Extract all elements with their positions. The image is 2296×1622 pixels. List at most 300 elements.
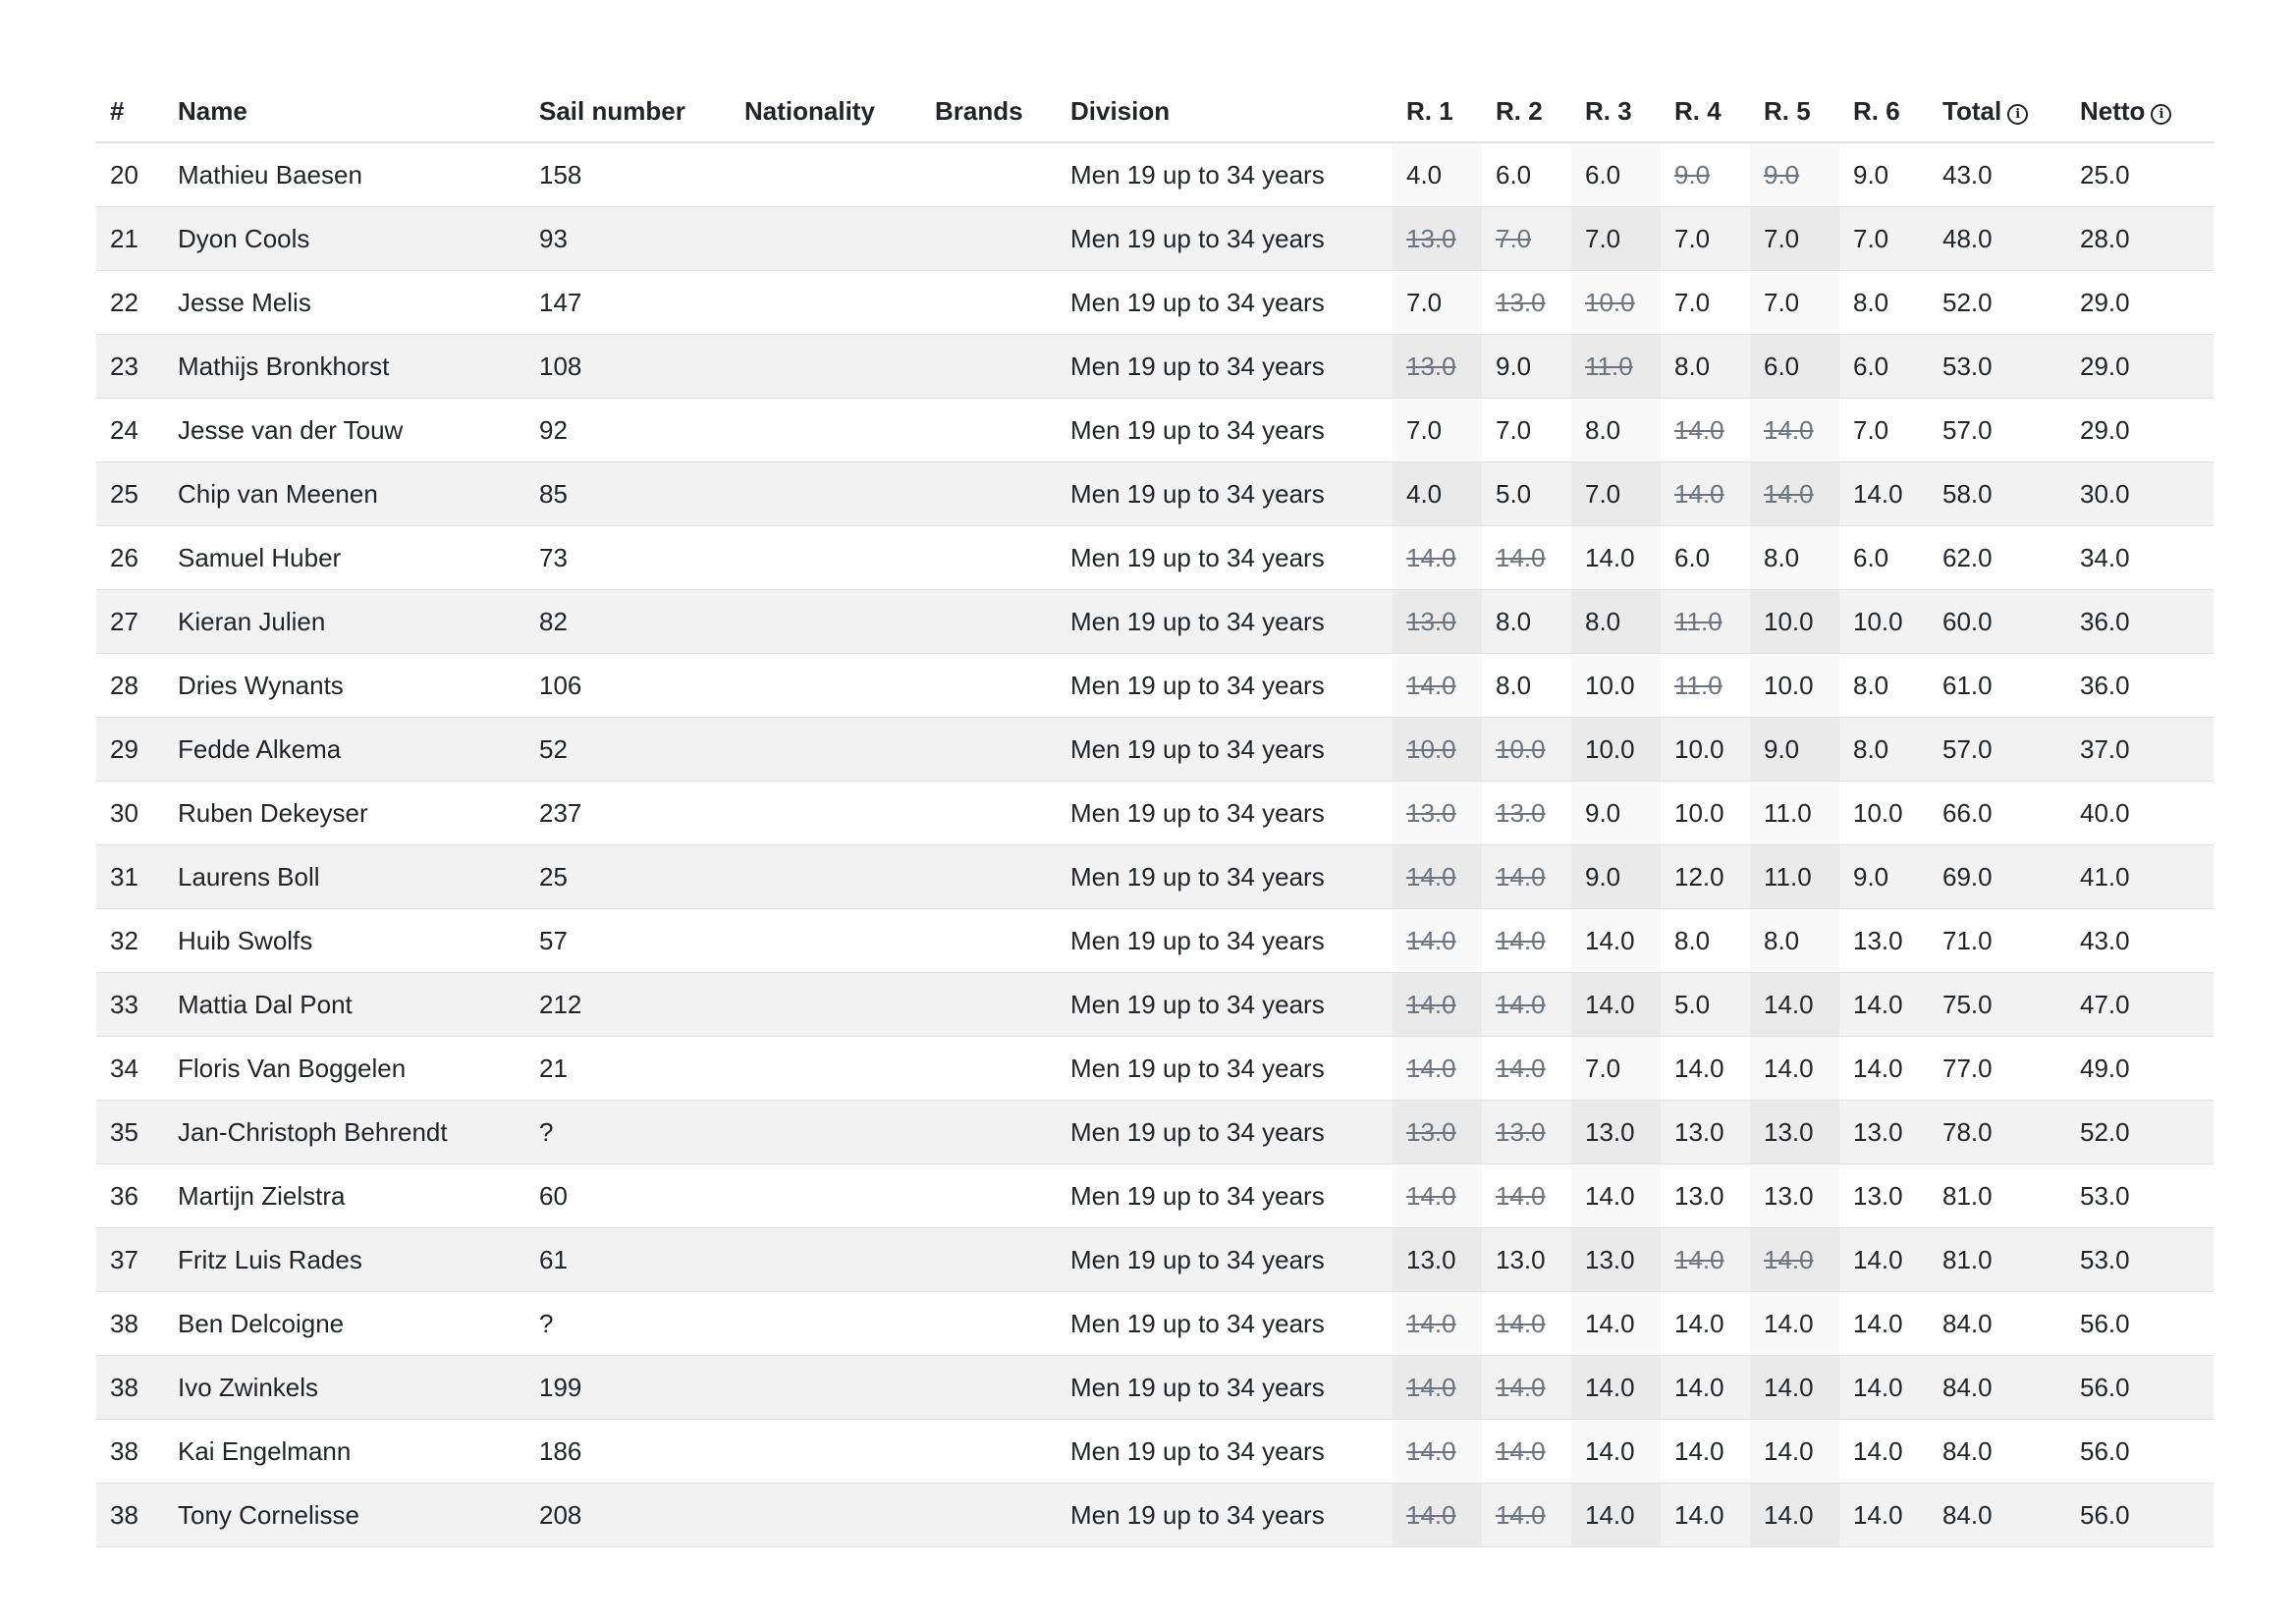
nationality-cell xyxy=(731,462,921,526)
race-score: 14.0 xyxy=(1571,1484,1661,1547)
nationality-cell xyxy=(731,1292,921,1356)
sail-number-cell: 92 xyxy=(525,399,731,462)
rank-cell: 31 xyxy=(96,845,164,909)
total-cell: 53.0 xyxy=(1929,335,2066,399)
brands-cell xyxy=(921,1101,1057,1164)
race-score: 13.0 xyxy=(1750,1101,1839,1164)
race-score: 6.0 xyxy=(1661,526,1750,590)
total-cell: 61.0 xyxy=(1929,654,2066,718)
table-row[interactable] xyxy=(96,1292,2214,1356)
total-cell: 60.0 xyxy=(1929,590,2066,654)
netto-cell: 36.0 xyxy=(2066,654,2214,718)
header-rank[interactable]: # xyxy=(96,81,164,142)
division-cell: Men 19 up to 34 years xyxy=(1057,1164,1393,1228)
division-cell: Men 19 up to 34 years xyxy=(1057,335,1393,399)
table-row[interactable] xyxy=(96,462,2214,526)
table-row[interactable] xyxy=(96,207,2214,271)
nationality-cell xyxy=(731,142,921,207)
race-score-discarded: 14.0 xyxy=(1482,1164,1571,1228)
sail-number-cell: 158 xyxy=(525,142,731,207)
race-score: 7.0 xyxy=(1661,207,1750,271)
race-score-discarded: 13.0 xyxy=(1393,207,1482,271)
brands-cell xyxy=(921,782,1057,845)
name-cell: Ben Delcoigne xyxy=(164,1292,525,1356)
rank-cell: 22 xyxy=(96,271,164,335)
table-row[interactable] xyxy=(96,1037,2214,1101)
info-icon[interactable]: i xyxy=(2007,104,2028,125)
brands-cell xyxy=(921,1164,1057,1228)
race-score: 10.0 xyxy=(1571,718,1661,782)
total-cell: 52.0 xyxy=(1929,271,2066,335)
race-score-discarded: 14.0 xyxy=(1482,1484,1571,1547)
sail-number-cell: 25 xyxy=(525,845,731,909)
race-score-discarded: 14.0 xyxy=(1482,1292,1571,1356)
table-row[interactable] xyxy=(96,590,2214,654)
division-cell: Men 19 up to 34 years xyxy=(1057,399,1393,462)
table-row[interactable] xyxy=(96,335,2214,399)
race-score: 8.0 xyxy=(1482,654,1571,718)
name-cell: Mathijs Bronkhorst xyxy=(164,335,525,399)
division-cell: Men 19 up to 34 years xyxy=(1057,1037,1393,1101)
race-score: 14.0 xyxy=(1661,1292,1750,1356)
header-total[interactable] xyxy=(1929,81,2066,142)
race-score: 13.0 xyxy=(1571,1101,1661,1164)
race-score-discarded: 14.0 xyxy=(1393,654,1482,718)
info-icon[interactable]: i xyxy=(2151,104,2171,125)
total-cell: 77.0 xyxy=(1929,1037,2066,1101)
division-cell: Men 19 up to 34 years xyxy=(1057,782,1393,845)
name-cell: Jan-Christoph Behrendt xyxy=(164,1101,525,1164)
race-score: 13.0 xyxy=(1839,1101,1929,1164)
table-row[interactable] xyxy=(96,399,2214,462)
netto-cell: 29.0 xyxy=(2066,399,2214,462)
race-score-discarded: 14.0 xyxy=(1661,1228,1750,1292)
sail-number-cell: 108 xyxy=(525,335,731,399)
brands-cell xyxy=(921,973,1057,1037)
race-score-discarded: 13.0 xyxy=(1393,335,1482,399)
race-score-discarded: 14.0 xyxy=(1393,1292,1482,1356)
sail-number-cell: 82 xyxy=(525,590,731,654)
table-row[interactable] xyxy=(96,1101,2214,1164)
nationality-cell xyxy=(731,335,921,399)
race-score: 9.0 xyxy=(1482,335,1571,399)
header-netto-label: Netto xyxy=(2080,95,2146,126)
sail-number-cell: 85 xyxy=(525,462,731,526)
division-cell: Men 19 up to 34 years xyxy=(1057,845,1393,909)
name-cell: Kai Engelmann xyxy=(164,1420,525,1484)
table-row[interactable] xyxy=(96,654,2214,718)
netto-cell: 56.0 xyxy=(2066,1484,2214,1547)
header-total-label: Total xyxy=(1942,95,2002,126)
race-score: 14.0 xyxy=(1571,1292,1661,1356)
netto-cell: 30.0 xyxy=(2066,462,2214,526)
brands-cell xyxy=(921,335,1057,399)
rank-cell: 36 xyxy=(96,1164,164,1228)
sail-number-cell: 93 xyxy=(525,207,731,271)
race-score-discarded: 14.0 xyxy=(1661,462,1750,526)
rank-cell: 37 xyxy=(96,1228,164,1292)
race-score: 9.0 xyxy=(1571,782,1661,845)
race-score: 14.0 xyxy=(1839,1228,1929,1292)
nationality-cell xyxy=(731,1484,921,1547)
race-score: 13.0 xyxy=(1839,1164,1929,1228)
table-row[interactable] xyxy=(96,1484,2214,1547)
brands-cell xyxy=(921,207,1057,271)
race-score: 13.0 xyxy=(1661,1101,1750,1164)
name-cell: Tony Cornelisse xyxy=(164,1484,525,1547)
brands-cell xyxy=(921,845,1057,909)
division-cell: Men 19 up to 34 years xyxy=(1057,718,1393,782)
netto-cell: 28.0 xyxy=(2066,207,2214,271)
netto-cell: 53.0 xyxy=(2066,1228,2214,1292)
division-cell: Men 19 up to 34 years xyxy=(1057,654,1393,718)
netto-cell: 29.0 xyxy=(2066,271,2214,335)
header-race-3[interactable]: R. 3 xyxy=(1571,81,1661,142)
sail-number-cell: ? xyxy=(525,1101,731,1164)
division-cell: Men 19 up to 34 years xyxy=(1057,1228,1393,1292)
rank-cell: 25 xyxy=(96,462,164,526)
race-score: 13.0 xyxy=(1482,1228,1571,1292)
race-score: 7.0 xyxy=(1661,271,1750,335)
race-score: 6.0 xyxy=(1839,526,1929,590)
rank-cell: 38 xyxy=(96,1484,164,1547)
table-row[interactable] xyxy=(96,973,2214,1037)
division-cell: Men 19 up to 34 years xyxy=(1057,1292,1393,1356)
total-cell: 81.0 xyxy=(1929,1228,2066,1292)
table-row[interactable] xyxy=(96,909,2214,973)
race-score-discarded: 14.0 xyxy=(1482,845,1571,909)
race-score: 5.0 xyxy=(1482,462,1571,526)
total-cell: 62.0 xyxy=(1929,526,2066,590)
rank-cell: 27 xyxy=(96,590,164,654)
race-score-discarded: 13.0 xyxy=(1393,590,1482,654)
rank-cell: 20 xyxy=(96,142,164,207)
name-cell: Fritz Luis Rades xyxy=(164,1228,525,1292)
race-score: 8.0 xyxy=(1661,335,1750,399)
race-score-discarded: 14.0 xyxy=(1393,1164,1482,1228)
race-score: 13.0 xyxy=(1750,1164,1839,1228)
race-score: 13.0 xyxy=(1839,909,1929,973)
rank-cell: 38 xyxy=(96,1420,164,1484)
name-cell: Dyon Cools xyxy=(164,207,525,271)
race-score: 14.0 xyxy=(1839,1484,1929,1547)
race-score-discarded: 14.0 xyxy=(1482,1356,1571,1420)
race-score-discarded: 7.0 xyxy=(1482,207,1571,271)
netto-cell: 25.0 xyxy=(2066,142,2214,207)
name-cell: Samuel Huber xyxy=(164,526,525,590)
netto-cell: 53.0 xyxy=(2066,1164,2214,1228)
rank-cell: 33 xyxy=(96,973,164,1037)
brands-cell xyxy=(921,909,1057,973)
race-score: 7.0 xyxy=(1839,399,1929,462)
race-score-discarded: 14.0 xyxy=(1750,399,1839,462)
brands-cell xyxy=(921,718,1057,782)
rank-cell: 21 xyxy=(96,207,164,271)
name-cell: Mattia Dal Pont xyxy=(164,973,525,1037)
name-cell: Kieran Julien xyxy=(164,590,525,654)
table-row[interactable] xyxy=(96,271,2214,335)
rank-cell: 32 xyxy=(96,909,164,973)
rank-cell: 38 xyxy=(96,1356,164,1420)
nationality-cell xyxy=(731,526,921,590)
header-race-1[interactable]: R. 1 xyxy=(1393,81,1482,142)
race-score-discarded: 14.0 xyxy=(1393,845,1482,909)
name-cell: Dries Wynants xyxy=(164,654,525,718)
name-cell: Huib Swolfs xyxy=(164,909,525,973)
race-score: 8.0 xyxy=(1839,654,1929,718)
race-score: 7.0 xyxy=(1482,399,1571,462)
race-score: 7.0 xyxy=(1750,207,1839,271)
race-score-discarded: 14.0 xyxy=(1393,973,1482,1037)
race-score: 9.0 xyxy=(1571,845,1661,909)
sail-number-cell: 186 xyxy=(525,1420,731,1484)
race-score-discarded: 13.0 xyxy=(1393,1101,1482,1164)
race-score: 7.0 xyxy=(1839,207,1929,271)
race-score-discarded: 14.0 xyxy=(1482,1420,1571,1484)
netto-cell: 56.0 xyxy=(2066,1420,2214,1484)
netto-cell: 40.0 xyxy=(2066,782,2214,845)
table-row[interactable] xyxy=(96,1356,2214,1420)
race-score: 10.0 xyxy=(1750,590,1839,654)
total-cell: 84.0 xyxy=(1929,1292,2066,1356)
race-score: 10.0 xyxy=(1661,782,1750,845)
table-row[interactable] xyxy=(96,845,2214,909)
nationality-cell xyxy=(731,1228,921,1292)
race-score: 10.0 xyxy=(1750,654,1839,718)
race-score: 8.0 xyxy=(1571,590,1661,654)
nationality-cell xyxy=(731,973,921,1037)
total-cell: 84.0 xyxy=(1929,1356,2066,1420)
table-row[interactable] xyxy=(96,718,2214,782)
results-body xyxy=(96,142,2214,1547)
brands-cell xyxy=(921,271,1057,335)
race-score: 7.0 xyxy=(1571,1037,1661,1101)
nationality-cell xyxy=(731,654,921,718)
race-score: 7.0 xyxy=(1571,207,1661,271)
table-row[interactable] xyxy=(96,1420,2214,1484)
brands-cell xyxy=(921,1292,1057,1356)
race-score: 14.0 xyxy=(1571,1420,1661,1484)
nationality-cell xyxy=(731,271,921,335)
race-score: 14.0 xyxy=(1571,1164,1661,1228)
rank-cell: 30 xyxy=(96,782,164,845)
race-score: 10.0 xyxy=(1839,782,1929,845)
race-score: 5.0 xyxy=(1661,973,1750,1037)
header-race-6[interactable]: R. 6 xyxy=(1839,81,1929,142)
race-score-discarded: 11.0 xyxy=(1661,590,1750,654)
sail-number-cell: 199 xyxy=(525,1356,731,1420)
race-score-discarded: 14.0 xyxy=(1482,1037,1571,1101)
header-division[interactable]: Division xyxy=(1057,81,1393,142)
race-score: 14.0 xyxy=(1571,1356,1661,1420)
table-row[interactable] xyxy=(96,526,2214,590)
division-cell: Men 19 up to 34 years xyxy=(1057,271,1393,335)
race-score: 14.0 xyxy=(1661,1484,1750,1547)
name-cell: Ruben Dekeyser xyxy=(164,782,525,845)
brands-cell xyxy=(921,462,1057,526)
brands-cell xyxy=(921,654,1057,718)
race-score: 7.0 xyxy=(1393,271,1482,335)
race-score: 12.0 xyxy=(1661,845,1750,909)
race-score-discarded: 14.0 xyxy=(1393,526,1482,590)
race-score-discarded: 14.0 xyxy=(1393,1037,1482,1101)
nationality-cell xyxy=(731,1101,921,1164)
race-score: 7.0 xyxy=(1393,399,1482,462)
nationality-cell xyxy=(731,590,921,654)
nationality-cell xyxy=(731,845,921,909)
brands-cell xyxy=(921,1484,1057,1547)
brands-cell xyxy=(921,1356,1057,1420)
total-cell: 57.0 xyxy=(1929,399,2066,462)
netto-cell: 49.0 xyxy=(2066,1037,2214,1101)
race-score: 6.0 xyxy=(1482,142,1571,207)
race-score: 10.0 xyxy=(1571,654,1661,718)
division-cell: Men 19 up to 34 years xyxy=(1057,973,1393,1037)
race-score-discarded: 10.0 xyxy=(1393,718,1482,782)
table-row[interactable] xyxy=(96,142,2214,207)
race-score: 14.0 xyxy=(1750,1420,1839,1484)
race-score: 8.0 xyxy=(1482,590,1571,654)
rank-cell: 23 xyxy=(96,335,164,399)
race-score: 14.0 xyxy=(1750,1037,1839,1101)
sail-number-cell: 57 xyxy=(525,909,731,973)
race-score-discarded: 14.0 xyxy=(1393,1484,1482,1547)
division-cell: Men 19 up to 34 years xyxy=(1057,142,1393,207)
netto-cell: 34.0 xyxy=(2066,526,2214,590)
nationality-cell xyxy=(731,782,921,845)
total-cell: 58.0 xyxy=(1929,462,2066,526)
sail-number-cell: 147 xyxy=(525,271,731,335)
race-score: 14.0 xyxy=(1661,1420,1750,1484)
race-score: 13.0 xyxy=(1661,1164,1750,1228)
race-score: 11.0 xyxy=(1750,845,1839,909)
sail-number-cell: 73 xyxy=(525,526,731,590)
rank-cell: 24 xyxy=(96,399,164,462)
sail-number-cell: 61 xyxy=(525,1228,731,1292)
race-score-discarded: 14.0 xyxy=(1393,909,1482,973)
race-score: 14.0 xyxy=(1750,1484,1839,1547)
header-race-2[interactable]: R. 2 xyxy=(1482,81,1571,142)
race-score: 4.0 xyxy=(1393,142,1482,207)
nationality-cell xyxy=(731,909,921,973)
race-score: 6.0 xyxy=(1571,142,1661,207)
brands-cell xyxy=(921,399,1057,462)
sail-number-cell: ? xyxy=(525,1292,731,1356)
header-race-5[interactable]: R. 5 xyxy=(1750,81,1839,142)
rank-cell: 34 xyxy=(96,1037,164,1101)
total-cell: 84.0 xyxy=(1929,1420,2066,1484)
total-cell: 81.0 xyxy=(1929,1164,2066,1228)
nationality-cell xyxy=(731,1356,921,1420)
race-score: 8.0 xyxy=(1750,526,1839,590)
race-score: 7.0 xyxy=(1571,462,1661,526)
header-brands[interactable]: Brands xyxy=(921,81,1057,142)
race-score: 14.0 xyxy=(1839,1356,1929,1420)
table-row[interactable] xyxy=(96,782,2214,845)
brands-cell xyxy=(921,142,1057,207)
sail-number-cell: 106 xyxy=(525,654,731,718)
race-score-discarded: 10.0 xyxy=(1482,718,1571,782)
race-score: 14.0 xyxy=(1750,973,1839,1037)
race-score: 14.0 xyxy=(1839,1292,1929,1356)
race-score: 14.0 xyxy=(1839,462,1929,526)
race-score-discarded: 14.0 xyxy=(1482,973,1571,1037)
header-netto[interactable] xyxy=(2066,81,2214,142)
race-score: 14.0 xyxy=(1661,1356,1750,1420)
sail-number-cell: 52 xyxy=(525,718,731,782)
race-score: 14.0 xyxy=(1750,1292,1839,1356)
race-score-discarded: 14.0 xyxy=(1393,1356,1482,1420)
nationality-cell xyxy=(731,207,921,271)
results-container xyxy=(96,81,2214,1547)
brands-cell xyxy=(921,1037,1057,1101)
race-score-discarded: 9.0 xyxy=(1750,142,1839,207)
race-score: 13.0 xyxy=(1393,1228,1482,1292)
division-cell: Men 19 up to 34 years xyxy=(1057,909,1393,973)
name-cell: Fedde Alkema xyxy=(164,718,525,782)
netto-cell: 41.0 xyxy=(2066,845,2214,909)
race-score: 8.0 xyxy=(1839,718,1929,782)
total-cell: 78.0 xyxy=(1929,1101,2066,1164)
header-name[interactable]: Name xyxy=(164,81,525,142)
race-score: 9.0 xyxy=(1839,845,1929,909)
name-cell: Ivo Zwinkels xyxy=(164,1356,525,1420)
netto-cell: 29.0 xyxy=(2066,335,2214,399)
netto-cell: 56.0 xyxy=(2066,1356,2214,1420)
header-sail-number[interactable]: Sail number xyxy=(525,81,731,142)
sail-number-cell: 21 xyxy=(525,1037,731,1101)
table-row[interactable] xyxy=(96,1164,2214,1228)
race-score: 6.0 xyxy=(1750,335,1839,399)
race-score: 4.0 xyxy=(1393,462,1482,526)
rank-cell: 38 xyxy=(96,1292,164,1356)
race-score: 7.0 xyxy=(1750,271,1839,335)
race-score-discarded: 13.0 xyxy=(1482,782,1571,845)
race-score-discarded: 14.0 xyxy=(1750,462,1839,526)
netto-cell: 43.0 xyxy=(2066,909,2214,973)
race-score-discarded: 14.0 xyxy=(1393,1420,1482,1484)
division-cell: Men 19 up to 34 years xyxy=(1057,1420,1393,1484)
total-cell: 57.0 xyxy=(1929,718,2066,782)
nationality-cell xyxy=(731,1037,921,1101)
name-cell: Mathieu Baesen xyxy=(164,142,525,207)
race-score: 10.0 xyxy=(1661,718,1750,782)
total-cell: 48.0 xyxy=(1929,207,2066,271)
netto-cell: 56.0 xyxy=(2066,1292,2214,1356)
table-header-row xyxy=(96,81,2214,142)
total-cell: 69.0 xyxy=(1929,845,2066,909)
sail-number-cell: 60 xyxy=(525,1164,731,1228)
rank-cell: 28 xyxy=(96,654,164,718)
race-score: 14.0 xyxy=(1661,1037,1750,1101)
race-score: 14.0 xyxy=(1571,526,1661,590)
header-race-4[interactable]: R. 4 xyxy=(1661,81,1750,142)
total-cell: 75.0 xyxy=(1929,973,2066,1037)
netto-cell: 47.0 xyxy=(2066,973,2214,1037)
race-score-discarded: 14.0 xyxy=(1750,1228,1839,1292)
race-score-discarded: 13.0 xyxy=(1482,271,1571,335)
header-nationality[interactable]: Nationality xyxy=(731,81,921,142)
division-cell: Men 19 up to 34 years xyxy=(1057,462,1393,526)
race-score: 14.0 xyxy=(1750,1356,1839,1420)
total-cell: 43.0 xyxy=(1929,142,2066,207)
race-score: 9.0 xyxy=(1839,142,1929,207)
total-cell: 84.0 xyxy=(1929,1484,2066,1547)
total-cell: 71.0 xyxy=(1929,909,2066,973)
race-score-discarded: 11.0 xyxy=(1661,654,1750,718)
division-cell: Men 19 up to 34 years xyxy=(1057,207,1393,271)
table-row[interactable] xyxy=(96,1228,2214,1292)
